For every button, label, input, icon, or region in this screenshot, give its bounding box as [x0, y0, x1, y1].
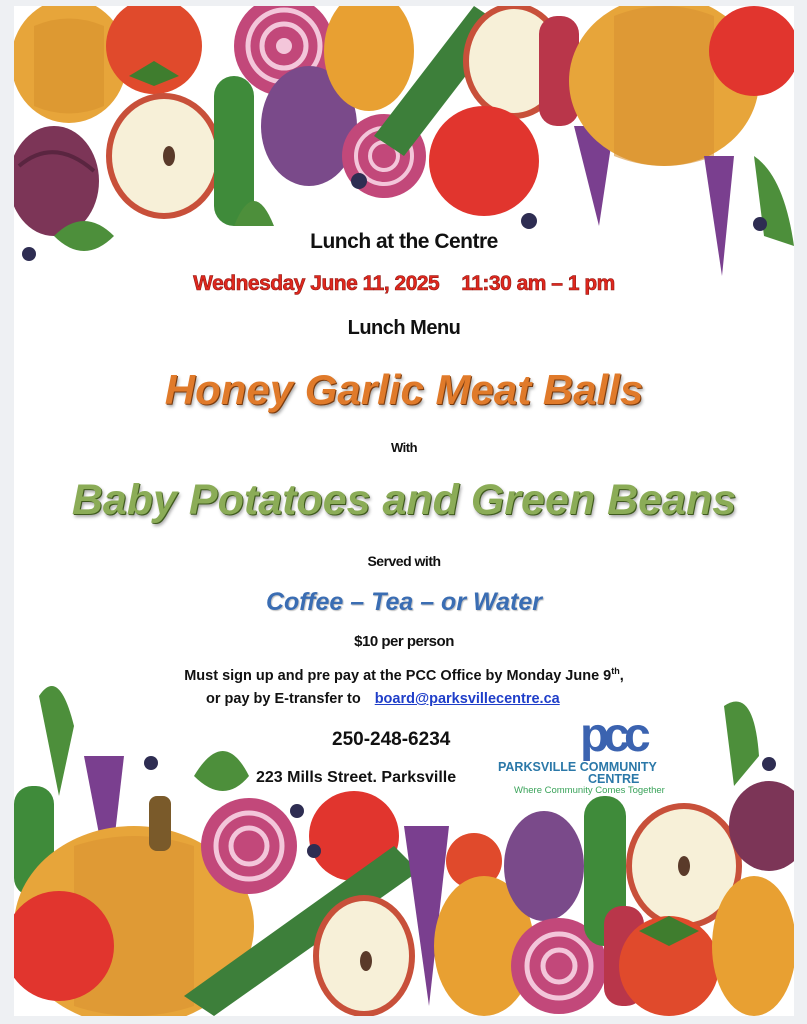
- event-datetime: [14, 272, 794, 296]
- pcc-logo: [498, 710, 718, 794]
- menu-heading: Lunch Menu: [347, 317, 461, 339]
- signup-punct: ,: [619, 667, 624, 684]
- logo-name-line1: PARKSVILLE COMMUNITY: [498, 760, 657, 774]
- email-link[interactable]: board@parksvillecentre.ca: [374, 691, 560, 707]
- logo-tagline: Where Community Comes Together: [514, 785, 665, 796]
- price: $10 per person: [354, 633, 454, 650]
- signup-text: Must sign up and pre pay at the PCC Office by Monday June 9: [184, 667, 612, 684]
- etransfer-text: or pay by E-transfer to: [206, 691, 361, 707]
- leafy-greens-icon: [39, 686, 74, 796]
- side-dishes: Baby Potatoes and Green Beans: [71, 476, 737, 524]
- etransfer-line: [206, 691, 560, 707]
- pcc-logo-letters: pcc: [580, 709, 645, 762]
- logo-name-line2: CENTRE: [588, 772, 640, 786]
- event-time: 11:30 am – 1 pm: [461, 272, 615, 295]
- event-title: Lunch at the Centre: [310, 230, 498, 253]
- address: 223 Mills Street. Parksville: [256, 769, 457, 786]
- apple-icon: [429, 106, 539, 216]
- signup-ordinal: th: [611, 666, 620, 676]
- eggplant-icon: [504, 811, 584, 921]
- flyer-page: [14, 6, 794, 1016]
- served-with-label: Served with: [367, 553, 441, 569]
- with-label: With: [390, 440, 418, 455]
- drinks: Coffee – Tea – or Water: [265, 588, 543, 616]
- event-date: Wednesday June 11, 2025: [193, 272, 440, 295]
- red-onion-icon: [14, 126, 99, 236]
- main-dish: Honey Garlic Meat Balls: [164, 366, 644, 413]
- phone-number: 250-248-6234: [332, 729, 451, 750]
- signup-instructions: [14, 666, 794, 684]
